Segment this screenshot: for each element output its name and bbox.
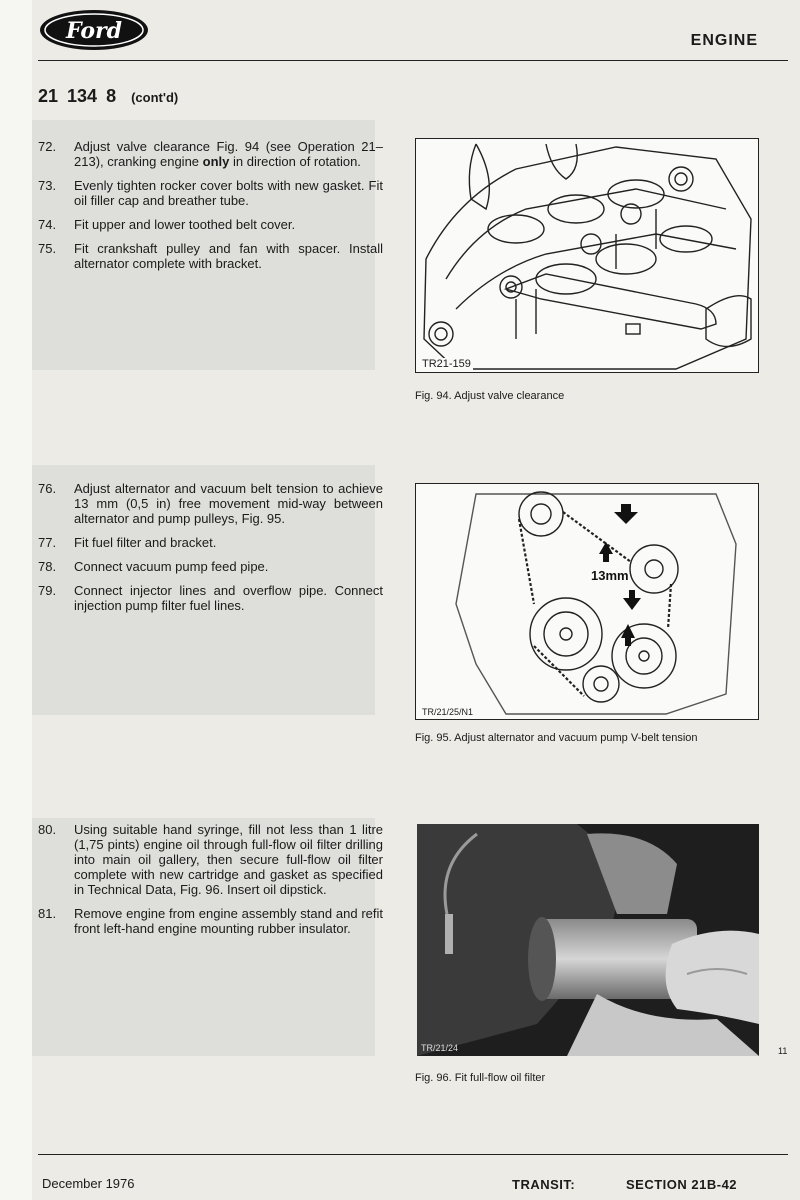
manual-page [32, 0, 800, 1200]
ford-logo-text: Ford [65, 18, 123, 44]
operation-title [38, 86, 178, 107]
step-number: 73. [38, 178, 57, 193]
step-item [38, 241, 383, 271]
step-item [38, 559, 383, 574]
emphasis-only: only [202, 154, 230, 169]
step-text: Evenly tighten rocker cover bolts with new gasket. Fit oil filler cap and breather tube. [74, 178, 383, 208]
step-number: 74. [38, 217, 57, 232]
oil-filter-photo-illustration [417, 824, 759, 1056]
steps-list-2 [38, 481, 383, 622]
step-text: Fit upper and lower toothed belt cover. [74, 217, 296, 232]
footer-section: SECTION 21B-42 [626, 1177, 738, 1192]
figure-96-oil-filter-photo [417, 824, 759, 1056]
step-item [38, 583, 383, 613]
header-divider [38, 60, 788, 61]
step-number: 77. [38, 535, 57, 550]
step-item [38, 822, 383, 897]
continued-label: (cont'd) [131, 90, 179, 105]
figure-code: TR21-159 [422, 358, 471, 370]
figure-94-valve-clearance [415, 138, 759, 373]
figure-code: TR/21/24 [421, 1043, 459, 1053]
step-item [38, 178, 383, 208]
step-number: 72. [38, 139, 57, 154]
ford-logo [38, 8, 150, 52]
step-number: 80. [38, 822, 57, 837]
step-item [38, 906, 383, 936]
step-text: Adjust valve clearance Fig. 94 (see Operation 21–213), cranking engine only in direction of rotation. [74, 139, 383, 169]
steps-list-3 [38, 822, 383, 945]
step-text: Remove engine from engine assembly stand and refit front left-hand engine mounting rubber insulator. [74, 906, 383, 936]
footer-divider [38, 1154, 788, 1155]
belt-tension-illustration [416, 484, 758, 719]
valve-clearance-illustration [416, 139, 758, 372]
step-text: Fit crankshaft pulley and fan with spacer. Install alternator complete with bracket. [74, 241, 383, 271]
step-item [38, 139, 383, 169]
step-number: 79. [38, 583, 57, 598]
operation-number-part: 8 [106, 86, 117, 106]
figure-95-belt-tension [415, 483, 759, 720]
step-text: Adjust alternator and vacuum belt tension to achieve 13 mm (0,5 in) free movement mid-way between alternator and pump pulleys, Fig. 95. [74, 481, 383, 526]
step-text: Using suitable hand syringe, fill not less than 1 litre (1,75 pints) engine oil through full-flow oil filter drilling into main oil gallery, then secure full-flow oil filter complete with new cartridge and gasket as specified in Technical Data, Fig. 96. Insert oil dipstick. [74, 822, 383, 897]
figure-caption: Fig. 95. Adjust alternator and vacuum pump V-belt tension [415, 732, 698, 744]
step-number: 78. [38, 559, 57, 574]
page-margin [0, 0, 32, 1200]
step-number: 76. [38, 481, 57, 496]
step-text: Connect vacuum pump feed pipe. [74, 559, 269, 574]
step-text: Connect injector lines and overflow pipe. Connect injection pump filter fuel lines. [74, 583, 383, 613]
photo-index-mark: 11 [778, 1046, 788, 1056]
footer-date: December 1976 [42, 1176, 135, 1191]
operation-number-part: 134 [67, 86, 98, 106]
section-label: ENGINE [690, 32, 758, 49]
operation-number-part: 21 [38, 86, 59, 106]
figure-caption: Fig. 96. Fit full-flow oil filter [415, 1072, 546, 1084]
footer-model: TRANSIT: [512, 1177, 576, 1192]
step-text: Fit fuel filter and bracket. [74, 535, 217, 550]
step-item [38, 535, 383, 550]
figure-code: TR/21/25/N1 [422, 707, 474, 717]
step-item [38, 481, 383, 526]
figure-caption: Fig. 94. Adjust valve clearance [415, 390, 565, 402]
step-number: 75. [38, 241, 57, 256]
steps-list-1 [38, 139, 383, 280]
belt-deflection-label: 13mm [591, 568, 629, 583]
step-number: 81. [38, 906, 57, 921]
step-item [38, 217, 383, 232]
